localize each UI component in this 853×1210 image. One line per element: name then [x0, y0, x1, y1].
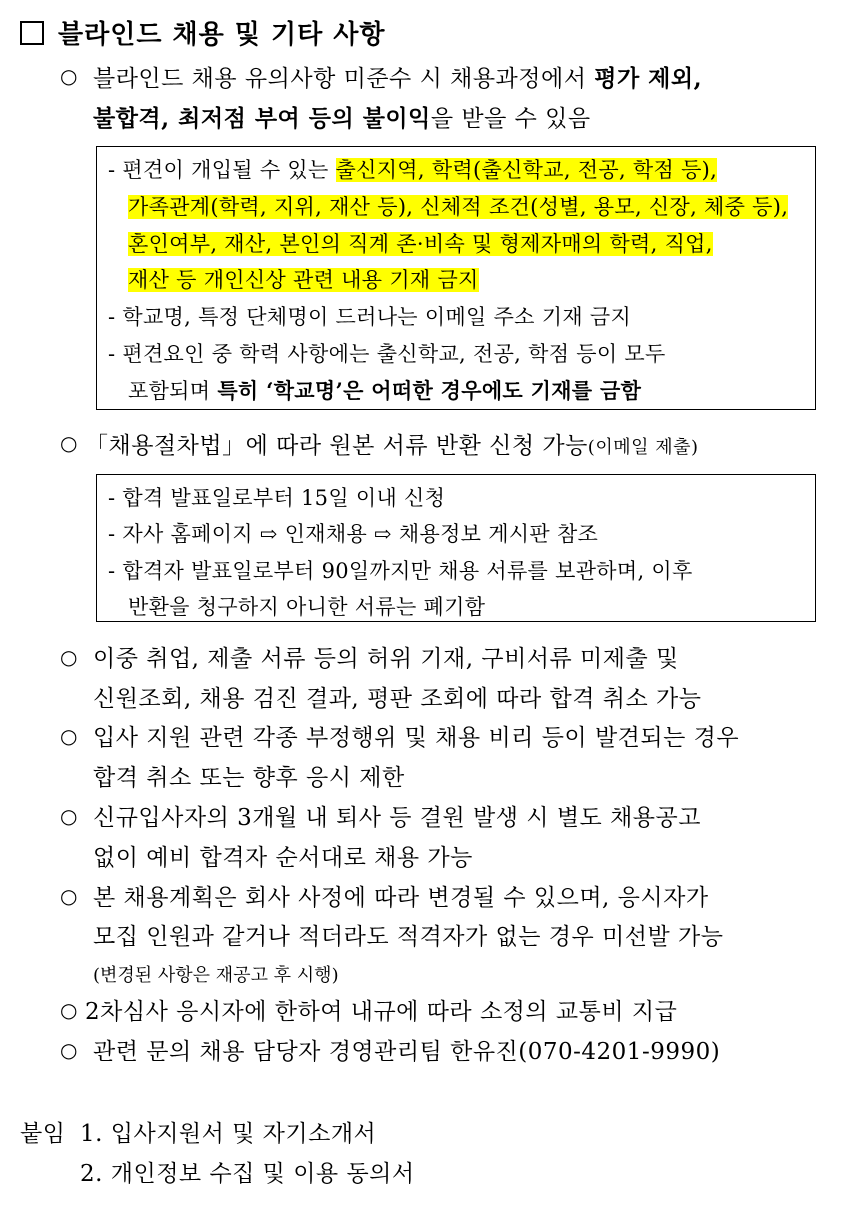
box-1-line-1	[108, 154, 717, 184]
item-1-text-2: 을 받을 수 있음	[430, 106, 591, 132]
item-1-bold: 평가 제외,	[594, 65, 703, 92]
bullet-icon: ○	[60, 724, 78, 748]
item-6-note: (변경된 사항은 재공고 후 시행)	[93, 965, 339, 986]
bullet-icon: ○	[60, 64, 78, 88]
bullet-icon: ○	[60, 884, 78, 908]
box-1-text-7: 포함되며	[128, 379, 218, 403]
item-3-line-1: 이중 취업, 제출 서류 등의 허위 기재, 구비서류 미제출 및	[93, 646, 679, 672]
bullet-icon: ○	[60, 998, 78, 1022]
item-2-text: 「채용절차법」에 따라 원본 서류 반환 신청 가능	[85, 433, 588, 459]
bullet-icon: ○	[60, 431, 78, 455]
box-1-line-6: - 편견요인 중 학력 사항에는 출신학교, 전공, 학점 등이 모두	[108, 342, 666, 366]
item-4-line-2: 합격 취소 또는 향후 응시 제한	[93, 765, 405, 791]
item-1-bold-2: 불합격, 최저점 부여 등의 불이익	[93, 105, 431, 132]
box-2-line-4: 반환을 청구하지 아니한 서류는 폐기함	[128, 595, 486, 619]
box-1-highlight-3: 혼인여부, 재산, 본인의 직계 존·비속 및 형제자매의 학력, 직업,	[128, 232, 713, 256]
box-1-line-5: - 학교명, 특정 단체명이 드러나는 이메일 주소 기재 금지	[108, 305, 632, 329]
item-2-line	[85, 427, 699, 460]
box-1-highlight-4: 재산 등 개인신상 관련 내용 기재 금지	[128, 268, 479, 292]
item-4-line-1: 입사 지원 관련 각종 부정행위 및 채용 비리 등이 발견되는 경우	[93, 725, 740, 751]
section-heading	[20, 14, 385, 51]
item-5-line-2: 없이 예비 합격자 순서대로 채용 가능	[93, 845, 473, 871]
box-2-line-3: - 합격자 발표일로부터 90일까지만 채용 서류를 보관하며, 이후	[108, 559, 693, 583]
box-1-highlight-2: 가족관계(학력, 지위, 재산 등), 신체적 조건(성별, 용모, 신장, 체중 등),	[128, 195, 789, 219]
checkbox-square-icon	[20, 21, 44, 45]
item-6-line-1: 본 채용계획은 회사 사정에 따라 변경될 수 있으며, 응시자가	[93, 885, 709, 911]
item-6-line-2: 모집 인원과 같거나 적더라도 적격자가 없는 경우 미선발 가능	[93, 924, 724, 950]
box-2-line-1: - 합격 발표일로부터 15일 이내 신청	[108, 486, 446, 510]
bullet-icon: ○	[60, 804, 78, 828]
attachment-1: 1. 입사지원서 및 자기소개서	[80, 1121, 377, 1147]
box-1-line-2	[128, 191, 788, 221]
box-1-text: - 편견이 개입될 수 있는	[108, 158, 336, 182]
box-1-line-7	[128, 375, 641, 405]
item-2-note: (이메일 제출)	[587, 437, 699, 458]
item-5-line-1: 신규입사자의 3개월 내 퇴사 등 결원 발생 시 별도 채용공고	[93, 805, 701, 831]
box-2-line-2: - 자사 홈페이지 ⇨ 인재채용 ⇨ 채용정보 게시판 참조	[108, 522, 599, 546]
item-7-line: 2차심사 응시자에 한하여 내규에 따라 소정의 교통비 지급	[85, 999, 678, 1025]
item-3-line-2: 신원조회, 채용 검진 결과, 평판 조회에 따라 합격 취소 가능	[93, 686, 702, 712]
bullet-icon: ○	[60, 1038, 78, 1062]
item-1-text: 블라인드 채용 유의사항 미준수 시 채용과정에서	[93, 66, 595, 92]
item-1-line-1	[93, 60, 702, 93]
box-1-bold-7: 특히 ‘학교명’은 어떠한 경우에도 기재를 금함	[217, 378, 642, 403]
item-1-line-2	[93, 100, 591, 133]
box-1-line-4	[128, 264, 479, 294]
box-1-highlight-1: 출신지역, 학력(출신학교, 전공, 학점 등),	[335, 158, 718, 182]
item-8-line: 관련 문의 채용 담당자 경영관리팀 한유진(070-4201-9990)	[93, 1039, 721, 1065]
bullet-icon: ○	[60, 645, 78, 669]
attachments-label: 붙임	[20, 1121, 66, 1147]
attachment-2: 2. 개인정보 수집 및 이용 동의서	[80, 1161, 415, 1187]
box-1-line-3	[128, 228, 713, 258]
section-title: 블라인드 채용 및 기타 사항	[58, 20, 386, 50]
